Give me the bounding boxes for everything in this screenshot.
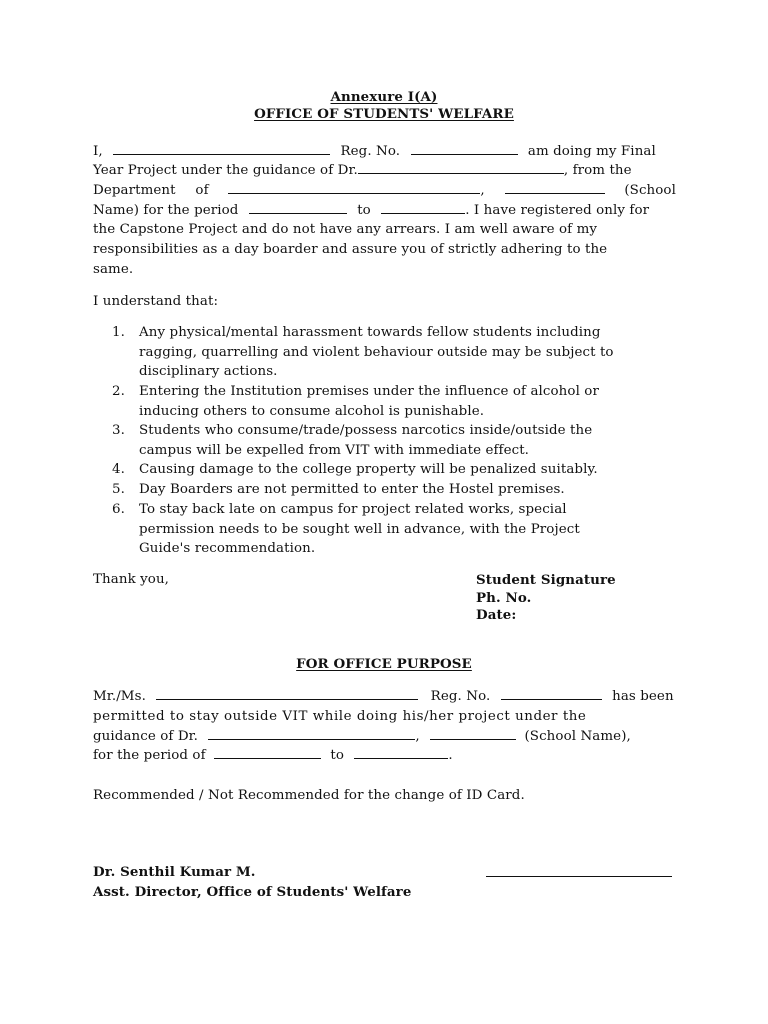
permitted-text: permitted to stay outside VIT while doing his/her project under the [93,709,587,724]
rule-number: 1. [112,325,125,340]
period-from-blank[interactable] [249,201,347,214]
school-blank[interactable] [505,181,605,194]
office-name-blank[interactable] [156,687,418,700]
rule-line: Students who consume/trade/possess narcotics inside/outside the [139,423,593,438]
office-line-1 [93,687,676,706]
intro-line-4 [93,201,676,220]
office-reg-no-blank[interactable] [501,687,602,700]
signatory-name: Dr. Senthil Kumar M. [93,864,256,880]
office-line-2 [93,707,676,726]
director-signature-line[interactable] [486,876,672,877]
rule-line: inducing others to consume alcohol is punishable. [139,403,485,419]
intro-final-text: am doing my Final [527,144,656,159]
period-label: Name) for the period [93,203,239,218]
rule-line: Guide's recommendation. [139,541,316,557]
school-name-label: (School Name), [524,729,631,744]
of-text: of [195,183,209,198]
office-line-3 [93,727,676,746]
department-label: Department [93,183,176,198]
office-guidance-label: guidance of Dr. [93,729,199,744]
to-text: to [357,203,371,218]
department-blank[interactable] [228,181,480,194]
office-comma-text: , [415,729,420,744]
rule-line: To stay back late on campus for project related works, special [139,502,567,517]
recommendation-text: Recommended / Not Recommended for the change of ID Card. [93,788,525,803]
annexure-title: Annexure I(A) [330,89,438,105]
reg-no-blank[interactable] [411,142,518,155]
rule-number: 5. [112,482,125,497]
office-period-label: for the period of [93,748,206,763]
office-guide-blank[interactable] [208,727,415,740]
rule-number: 6. [112,502,125,517]
comma-text: , [480,183,485,198]
period-to-blank[interactable] [381,201,465,214]
intro-line-7: same. [93,262,134,277]
intro-line-5: the Capstone Project and do not have any arrears. I am well aware of my [93,222,598,237]
thank-you-text: Thank you, [93,572,170,587]
office-school-blank[interactable] [430,727,516,740]
office-period-to-blank[interactable] [354,746,448,759]
understand-text: I understand that: [93,294,219,309]
office-period-from-blank[interactable] [214,746,321,759]
rule-number: 2. [112,384,125,399]
registered-text: . I have registered only for [465,203,650,218]
reg-no-label: Reg. No. [340,144,401,159]
office-to-text: to [330,748,345,763]
rule-line: permission needs to be sought well in advance, with the Project [139,521,580,537]
rule-line: Day Boarders are not permitted to enter the Hostel premises. [139,482,565,497]
guidance-label: Year Project under the guidance of Dr. [93,163,358,178]
rule-line: campus will be expelled from VIT with immediate effect. [139,442,530,458]
office-reg-no-label: Reg. No. [430,689,491,704]
intro-line-6: responsibilities as a day boarder and assure you of strictly adhering to the [93,242,608,257]
office-line-4 [93,746,676,765]
office-title: OFFICE OF STUDENTS' WELFARE [254,106,514,122]
rule-line: Causing damage to the college property will be penalized suitably. [139,462,598,477]
date-label: Date: [476,607,517,623]
rule-number: 3. [112,423,125,438]
rule-line: disciplinary actions. [139,364,278,380]
school-label: (School [624,183,676,198]
intro-i-text: I, [93,144,103,159]
signatory-designation: Asst. Director, Office of Students' Welfare [93,884,412,900]
rule-line: Any physical/mental harassment towards fellow students including [139,325,601,340]
office-period-end: . [448,748,453,763]
guide-name-blank[interactable] [358,161,564,174]
rule-line: Entering the Institution premises under the influence of alcohol or [139,384,599,399]
rule-line: ragging, quarrelling and violent behaviour outside may be subject to [139,344,614,360]
student-signature-block [476,572,616,625]
intro-line-1 [93,142,676,161]
student-signature-label: Student Signature [476,572,616,588]
intro-line-3 [93,181,676,200]
rule-number: 4. [112,462,125,477]
office-purpose-title: FOR OFFICE PURPOSE [296,656,472,672]
phone-number-label: Ph. No. [476,589,532,606]
mr-ms-label: Mr./Ms. [93,689,146,704]
has-been-text: has been [612,689,674,704]
from-the-text: , from the [563,163,632,178]
name-blank[interactable] [113,142,330,155]
intro-line-2 [93,161,676,180]
